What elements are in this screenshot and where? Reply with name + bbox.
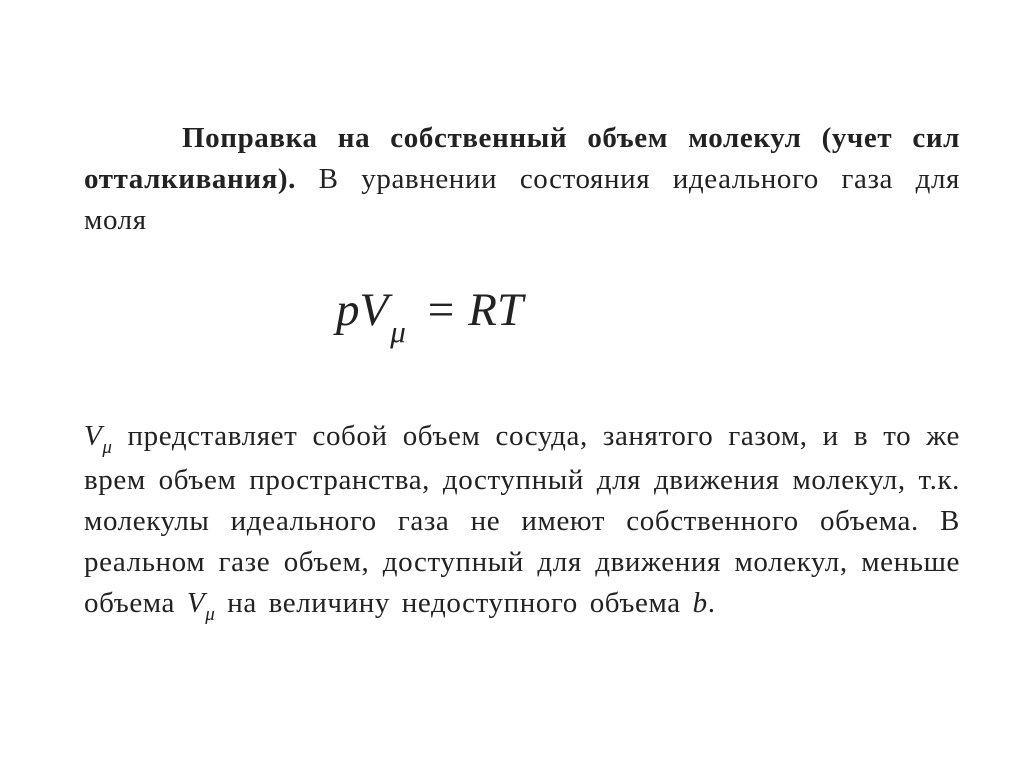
symbol-mu-2: μ [205,604,216,625]
symbol-v-mu-2 [186,587,216,625]
explanation-text-1: представляет собой объем сосуда, занятого газом, и в то же врем объем пространства, доступный для движения молекул, т.к. молекулы идеального газа не имеют собственного объема. В реальном газе объем, доступный для движения молекул, меньше объема [84,420,960,619]
section-heading: Поправка на собственный объем молекул (учет сил отталкивания). [84,122,960,195]
formula-p: p [336,284,360,336]
symbol-v-2: V [186,587,206,619]
explanation-paragraph [84,416,960,627]
symbol-v-mu [84,420,113,458]
symbol-mu: μ [102,437,113,458]
formula-rt: RT [468,284,524,336]
intro-text: В уравнении состояния идеального газа для моля [84,163,960,236]
symbol-v: V [84,420,103,452]
explanation-end: . [707,587,716,619]
symbol-b: b [692,587,708,619]
formula-v: V [359,284,389,336]
explanation-text-2: на величину недоступного объема [215,587,693,619]
intro-paragraph [84,118,960,241]
formula-equals: = [427,284,455,336]
ideal-gas-equation [336,282,524,349]
formula-mu-subscript: μ [390,314,406,349]
